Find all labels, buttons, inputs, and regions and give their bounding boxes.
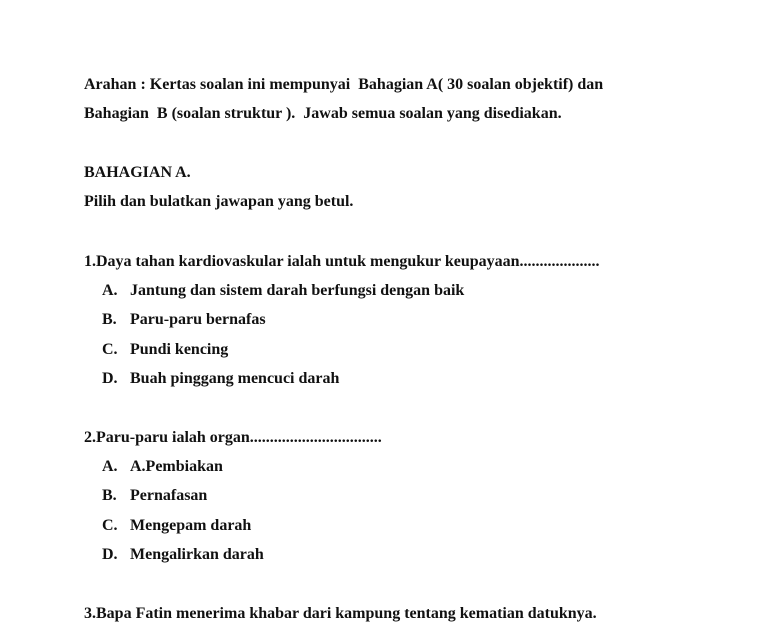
question-3: 3.Bapa Fatin menerima khabar dari kampung tentang kematian datuknya. (84, 605, 597, 622)
question-1: 1.Daya tahan kardiovaskular ialah untuk mengukur keupayaan.................... (84, 253, 600, 270)
option-text: Pernafasan (130, 487, 208, 504)
option-text: Buah pinggang mencuci darah (130, 370, 340, 387)
question-1-option-b (102, 310, 266, 330)
section-directive: Pilih dan bulatkan jawapan yang betul. (84, 193, 354, 210)
question-2-option-c (102, 516, 251, 536)
question-2-option-a (102, 457, 223, 477)
section-title: BAHAGIAN A. (84, 164, 191, 181)
option-text: Mengalirkan darah (130, 546, 264, 563)
instructions-line-2: Bahagian B (soalan struktur ). Jawab semua soalan yang disediakan. (84, 105, 562, 122)
option-letter: C. (102, 341, 118, 358)
option-text: Jantung dan sistem darah berfungsi dengan baik (130, 282, 465, 299)
question-1-option-a (102, 281, 464, 301)
option-text: Mengepam darah (130, 517, 252, 534)
question-2-option-b (102, 486, 207, 506)
option-letter: C. (102, 517, 118, 534)
question-2: 2.Paru-paru ialah organ................................. (84, 429, 382, 446)
option-letter: D. (102, 370, 118, 387)
option-letter: D. (102, 546, 118, 563)
option-letter: B. (102, 487, 117, 504)
option-text: Paru-paru bernafas (130, 311, 266, 328)
instructions-line-1: Arahan : Kertas soalan ini mempunyai Bahagian A( 30 soalan objektif) dan (84, 76, 604, 93)
option-letter: A. (102, 282, 118, 299)
question-1-option-c (102, 340, 228, 360)
option-text: Pundi kencing (130, 341, 229, 358)
question-2-option-d (102, 545, 264, 565)
option-letter: A. (102, 458, 118, 475)
option-letter: B. (102, 311, 117, 328)
question-1-option-d (102, 369, 339, 389)
option-text: A.Pembiakan (130, 458, 223, 475)
